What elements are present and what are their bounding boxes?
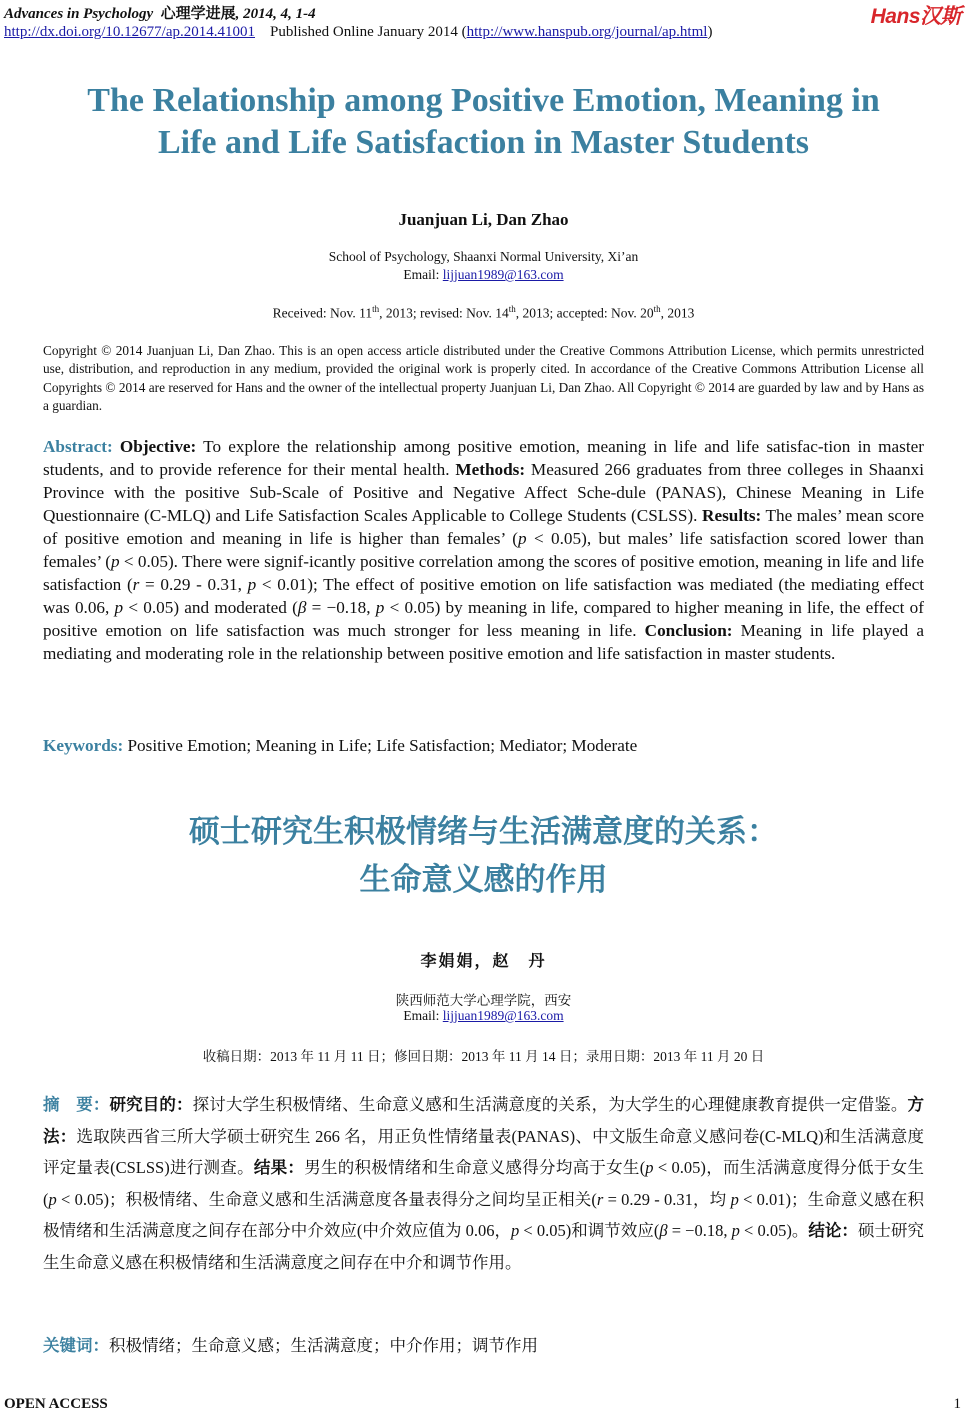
text-run: r [132,575,140,594]
text-run: th [653,304,661,314]
section-label: Abstract: [43,437,120,456]
publication-line [4,24,712,41]
text-run: p [375,598,385,617]
text-run: = 0.29 - 0.31, [139,575,248,594]
text-run: r [596,1189,604,1209]
text-run: , 2013; revised: Nov. 14 [379,305,509,321]
section-label: Keywords: [43,736,128,755]
title-line: 硕士研究生积极情绪与生活满意度的关系： [189,814,778,850]
title-line: Life and Life Satisfaction in Master Students [157,124,810,161]
text-run: th [372,304,380,314]
text-run: p [114,598,124,617]
paper-title [0,80,967,164]
authors-cn: 李娟娟，赵 丹 [420,953,547,970]
email-line-cn [0,1008,967,1024]
text-run: 选取陕西省三所大学硕士研究生 266 名，用正负性情绪量表(PANAS)、中文版生命意义感问卷(C-MLQ)和生活满意度评定量表(CSLSS)进行测查。 [43,1126,924,1177]
title-line: 生命意义感的作用 [359,862,608,898]
authors: Juanjuan Li, Dan Zhao [398,210,569,229]
text-run: Meaning in life played a mediating and moderating role in the relationship between positive emotion and life satisfaction in master students. [43,621,925,663]
text-run: Measured 266 graduates from three colleges in Shaanxi Province with the positive Sub-Scale of Positive and Negative Affect Sche-dule (PANAS), Chinese Meaning in Life Questionnaire (C-MLQ) and Life Satisfaction Scales Applicable to College Students (CSLSS). [43,460,924,525]
text-run: < 0.05)，而生活满意度得分低于女生( [43,1158,924,1209]
journal-link[interactable]: http://www.hanspub.org/journal/ap.html [466,24,708,40]
text-run: < 0.05)。 [739,1221,809,1240]
close-paren: ) [707,24,713,40]
text-run: 结果： [253,1158,305,1177]
affiliation-cn: 陕西师范大学心理学院，西安 [395,993,572,1008]
open-access-label: OPEN ACCESS [4,1396,108,1412]
text-run: < 0.05)和调节效应( [519,1221,660,1240]
page-number: 1 [953,1396,961,1412]
copyright-notice: Copyright © 2014 Juanjuan Li, Dan Zhao. This is an open access article distributed under the Creative Commons Attribution License, which permits unrestricted use, distribution, and reproduction in any medium, provided the original work is properly cited. In accordance of the Creative Commons Attribution License all Copyrights © 2014 are reserved for Hans and the owner of the intellectual property Juanjuan Li, Dan Zhao. All Copyright © 2014 are guarded by law and by Hans as a guardian. [43,343,924,413]
doi-link[interactable]: http://dx.doi.org/10.12677/ap.2014.41001 [4,24,255,40]
text-run: = −0.18, [667,1221,732,1240]
keywords [43,736,637,756]
text-run: Objective: [119,437,197,456]
abstract [43,435,924,665]
text-run: Methods: [455,460,526,479]
text-run: 积极情绪；生命意义感；生活满意度；中介作用；调节作用 [109,1336,538,1355]
text-run: 硕士研究生生命意义感在积极情绪和生活满意度之间存在中介和调节作用。 [43,1221,924,1272]
abstract-cn [43,1089,924,1278]
section-label: 关键词： [43,1336,109,1355]
text-run: < 0.05) and moderated ( [123,598,298,617]
text-run: 探讨大学生积极情绪、生命意义感和生活满意度的关系，为大学生的心理健康教育提供一定借鉴。 [192,1095,908,1114]
journal-name-cn: 心理学进展 [160,6,236,22]
text-run: < 0.05), but males’ life satisfaction scored lower than females’ ( [43,529,925,571]
journal-name: Advances in Psychology [4,6,154,22]
text-run: 男生的积极情绪和生命意义感得分均高于女生( [304,1158,646,1177]
text-run: Results: [702,506,762,525]
affiliation: School of Psychology, Shaanxi Normal University, Xi’an [328,249,639,264]
text-run: To explore the relationship among positive emotion, meaning in life and life satisfac-tion in master students, and to provide reference for their mental health. [43,437,924,479]
text-run: The males’ mean score of positive emotion and meaning in life is higher than females’ ( [43,506,924,548]
citation: , 2014, 4, 1-4 [235,6,316,22]
text-run: < 0.05)；积极情绪、生命意义感和生活满意度各量表得分之间均呈正相关( [56,1189,597,1209]
text-run: Received: Nov. 11 [272,305,373,321]
text-run: p [110,552,120,571]
section-label: 摘 要： [43,1095,110,1114]
text-run: , 2013 [660,305,695,321]
email-label: Email: [403,267,443,282]
text-run: < 0.05). There were signif-icantly positive correlation among the scores of positive emotion, meaning in life and life satisfaction ( [43,552,924,594]
text-run: < 0.01); The effect of positive emotion on life satisfaction was mediated (the mediating effect was 0.06, [43,575,925,617]
text-run: p [730,1189,739,1209]
received-dates [0,304,967,322]
text-run: p [48,1189,57,1209]
text-run: 结论： [808,1221,858,1240]
text-run: = −0.18, [306,598,376,617]
text-run: th [508,304,516,314]
text-run: , 2013; accepted: Nov. 20 [515,305,654,321]
text-run: β [659,1221,668,1240]
email-line [0,267,967,283]
email-label: Email: [403,1008,443,1023]
email-link[interactable]: lijjuan1989@163.com [442,1008,564,1023]
text-run: p [247,575,257,594]
text-run: Conclusion: [644,621,733,640]
text-run: p [645,1158,654,1177]
text-run: < 0.05) by meaning in life, compared to higher meaning in life, the effect of positive emotion on life satisfaction was much stronger for less meaning in life. [43,598,924,640]
text-run: β [297,598,307,617]
text-run: 方法： [43,1095,924,1146]
published-text: Published Online January 2014 ( [269,24,467,40]
email-link[interactable]: lijjuan1989@163.com [442,267,564,282]
dates-cn: 收稿日期：2013 年 11 月 11 日；修回日期：2013 年 11 月 14 日；录用日期：2013 年 11 月 20 日 [202,1049,765,1064]
text-run: p [731,1221,740,1240]
hans-logo: Hans汉斯 [870,5,961,28]
keywords-cn [43,1332,538,1356]
paper-title-cn [0,808,967,904]
text-run: < 0.01)；生命意义感在积极情绪和生活满意度之间存在部分中介效应(中介效应值为 0.06， [43,1189,924,1240]
text-run: p [511,1221,520,1240]
journal-header [4,2,316,23]
title-line: The Relationship among Positive Emotion, Meaning in [87,82,880,119]
text-run: = 0.29 - 0.31，均 [603,1189,731,1209]
text-run: 研究目的： [109,1095,193,1114]
text-run: p [518,529,527,548]
text-run: Positive Emotion; Meaning in Life; Life Satisfaction; Mediator; Moderate [127,736,638,755]
